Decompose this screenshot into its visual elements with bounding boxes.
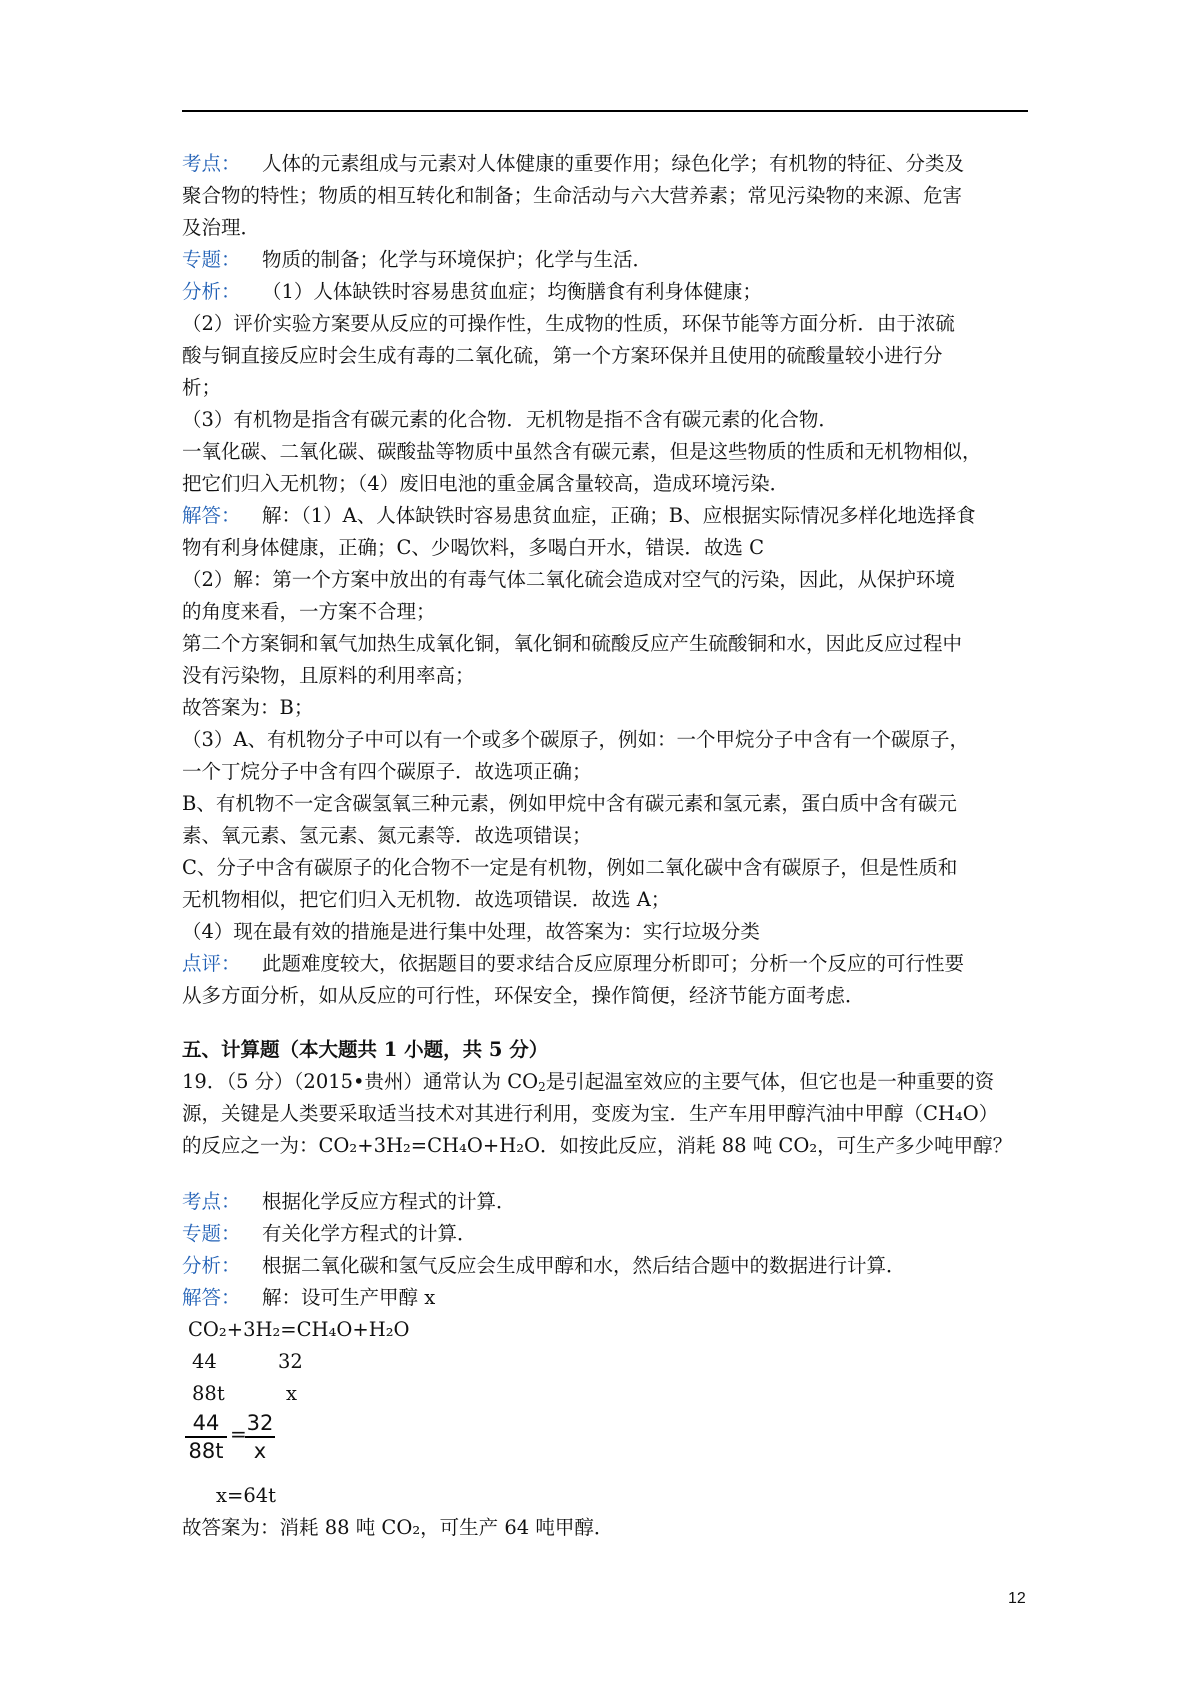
jieda-line: 物有利身体健康，正确；C、少喝饮料，多喝白开水，错误．故选 C — [182, 536, 765, 559]
mass-value: x — [286, 1382, 297, 1405]
q18-kaodian — [182, 148, 1028, 244]
q18-zhuanti — [182, 244, 1028, 276]
dianping-line: 从多方面分析，如从反应的可行性，环保安全，操作简便，经济节能方面考虑． — [182, 984, 865, 1007]
mass-row — [182, 1378, 1028, 1410]
jieda-line: C、分子中含有碳原子的化合物不一定是有机物，例如二氧化碳中含有碳原子，但是性质和 — [182, 856, 958, 879]
kaodian-line: 及治理． — [182, 216, 261, 239]
fenxi-line: 把它们归入无机物；（4）废旧电池的重金属含量较高，造成环境污染． — [182, 472, 790, 495]
mass-value: 88t — [192, 1382, 225, 1405]
fenxi-label: 分析： — [182, 1254, 241, 1277]
jieda-label: 解答： — [182, 504, 241, 527]
jieda-line: 的角度来看，一方案不合理； — [182, 600, 436, 623]
jieda-line: （4）现在最有效的措施是进行集中处理，故答案为：实行垃圾分类 — [182, 920, 760, 943]
answer-line: 故答案为：消耗 88 吨 CO₂，可生产 64 吨甲醇． — [182, 1516, 614, 1539]
q19-text: 19．（5 分）（2015•贵州）通常认为 CO — [182, 1070, 539, 1093]
q19-analysis — [182, 1186, 1028, 1544]
mass-row — [182, 1346, 1028, 1378]
kaodian-line: 聚合物的特性；物质的相互转化和制备；生命活动与六大营养素；常见污染物的来源、危害 — [182, 184, 963, 207]
q19-question — [182, 1066, 1028, 1162]
q18-dianping — [182, 948, 1028, 1012]
page-number: 12 — [1008, 1590, 1026, 1607]
kaodian-line: 人体的元素组成与元素对人体健康的重要作用；绿色化学；有机物的特征、分类及 — [262, 152, 965, 175]
fraction-left — [184, 1410, 228, 1464]
fraction-denominator: 88t — [188, 1439, 224, 1463]
jieda-label: 解答： — [182, 1286, 241, 1309]
q18-fenxi — [182, 276, 1028, 500]
equals-sign: = — [230, 1422, 247, 1446]
mass-value: 44 — [192, 1350, 217, 1373]
q19-text: 是引起温室效应的主要气体，但它也是一种重要的资 — [545, 1070, 995, 1093]
kaodian-label: 考点： — [182, 1190, 241, 1213]
jieda-line: B、有机物不一定含碳氢氧三种元素，例如甲烷中含有碳元素和氢元素，蛋白质中含有碳元 — [182, 792, 957, 815]
result-line: x=64t — [216, 1484, 276, 1507]
fraction-right — [244, 1410, 276, 1464]
zhuanti-label: 专题： — [182, 248, 241, 271]
fraction-numerator: 44 — [192, 1411, 220, 1435]
section-title: 五、计算题（本大题共 1 小题，共 5 分） — [182, 1038, 549, 1061]
fraction-numerator: 32 — [246, 1411, 274, 1435]
kaodian-text: 根据化学反应方程式的计算． — [262, 1190, 516, 1213]
q19-text: 的反应之一为：CO₂+3H₂=CH₄O+H₂O．如按此反应，消耗 88 吨 CO₂，可生产多少吨甲醇？ — [182, 1134, 1013, 1157]
jieda-line: （3）A、有机物分子中可以有一个或多个碳原子，例如：一个甲烷分子中含有一个碳原子， — [182, 728, 969, 751]
header-rule — [182, 110, 1028, 112]
jieda-line: 第二个方案铜和氧气加热生成氧化铜，氧化铜和硫酸反应产生硫酸铜和水，因此反应过程中 — [182, 632, 963, 655]
dianping-label: 点评： — [182, 952, 241, 975]
jieda-text: 解：设可生产甲醇 x — [262, 1286, 436, 1309]
fenxi-line: 酸与铜直接反应时会生成有毒的二氧化硫，第一个方案环保并且使用的硫酸量较小进行分 — [182, 344, 943, 367]
mass-value: 32 — [278, 1350, 303, 1373]
jieda-line: （2）解：第一个方案中放出的有毒气体二氧化硫会造成对空气的污染，因此，从保护环境 — [182, 568, 955, 591]
fraction-denominator: x — [253, 1439, 267, 1463]
fenxi-line: （1）人体缺铁时容易患贫血症；均衡膳食有利身体健康； — [262, 280, 762, 303]
fenxi-line: 一氧化碳、二氧化碳、碳酸盐等物质中虽然含有碳元素，但是这些物质的性质和无机物相似， — [182, 440, 982, 463]
q18-jieda — [182, 500, 1028, 948]
proportion-equation — [184, 1410, 304, 1480]
jieda-line: 无机物相似，把它们归入无机物．故选项错误．故选 A； — [182, 888, 671, 911]
page-content — [182, 148, 1028, 1544]
zhuanti-text: 物质的制备；化学与环境保护；化学与生活． — [262, 248, 653, 271]
jieda-line: 解：（1）A、人体缺铁时容易患贫血症，正确；B、应根据实际情况多样化地选择食 — [262, 504, 976, 527]
fenxi-line: （2）评价实验方案要从反应的可操作性，生成物的性质，环保节能等方面分析．由于浓硫 — [182, 312, 955, 335]
zhuanti-text: 有关化学方程式的计算． — [262, 1222, 477, 1245]
jieda-line: 没有污染物，且原料的利用率高； — [182, 664, 475, 687]
q19-sub: 2 — [538, 1080, 546, 1094]
fenxi-text: 根据二氧化碳和氢气反应会生成甲醇和水，然后结合题中的数据进行计算． — [262, 1254, 906, 1277]
zhuanti-label: 专题： — [182, 1222, 241, 1245]
jieda-line: 一个丁烷分子中含有四个碳原子．故选项正确； — [182, 760, 592, 783]
dianping-line: 此题难度较大，依据题目的要求结合反应原理分析即可；分析一个反应的可行性要 — [262, 952, 965, 975]
kaodian-label: 考点： — [182, 152, 241, 175]
chemical-equation: CO₂+3H₂=CH₄O+H₂O — [188, 1318, 410, 1341]
fenxi-line: 析； — [182, 376, 222, 399]
jieda-line: 故答案为：B； — [182, 696, 314, 719]
q19-text: 源，关键是人类要采取适当技术对其进行利用，变废为宝．生产车用甲醇汽油中甲醇（CH₄O） — [182, 1102, 999, 1125]
jieda-line: 素、氧元素、氢元素、氮元素等．故选项错误； — [182, 824, 592, 847]
fenxi-line: （3）有机物是指含有碳元素的化合物．无机物是指不含有碳元素的化合物． — [182, 408, 838, 431]
fenxi-label: 分析： — [182, 280, 241, 303]
